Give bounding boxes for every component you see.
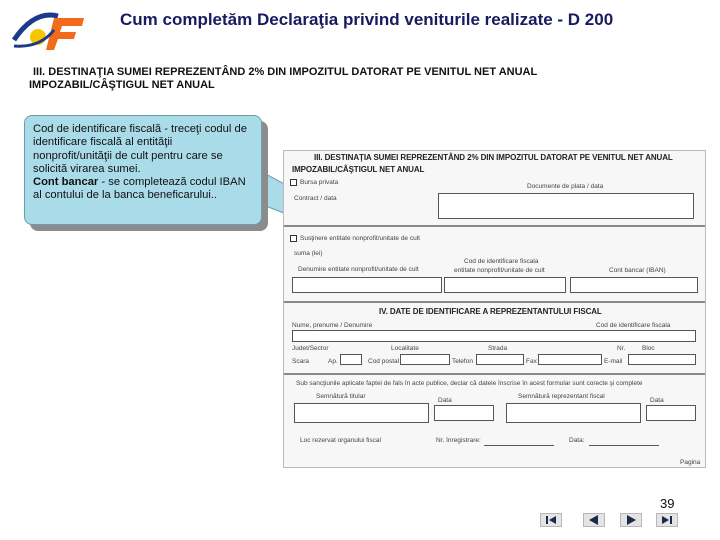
judet-label: Judet/Sector xyxy=(292,345,329,352)
subtitle-line-1: III. DESTINAŢIA SUMEI REPREZENTÂND 2% DIN IMPOZITUL DATORAT PE VENITUL NET ANUAL xyxy=(33,66,538,78)
data-field-1[interactable] xyxy=(434,405,494,421)
callout-bold-label: Cont bancar xyxy=(33,176,99,189)
callout-text-2: - se completează codul IBAN al contului de la banca beneficarului.. xyxy=(33,176,246,202)
next-slide-icon xyxy=(621,514,641,526)
bursa-label: Bursa privata xyxy=(300,179,339,186)
nume-label: Nume, prenume / Denumire xyxy=(292,322,373,329)
email-label: E-mail xyxy=(604,358,623,365)
semnatura-reprezentant-field[interactable] xyxy=(506,403,641,423)
fax-label: Fax xyxy=(526,358,537,365)
form-divider xyxy=(284,301,705,303)
cod-postal-field[interactable] xyxy=(400,354,450,365)
declaratie-text: Sub sancţiunile aplicate faptei de fals în acte publice, declar că datele înscrise în acest formular sunt corecte şi complete xyxy=(296,380,643,387)
subtitle-line-2: IMPOZABIL/CÂŞTIGUL NET ANUAL xyxy=(29,79,215,91)
cod-identificare-label: Cod de identificare fiscala xyxy=(464,258,539,265)
sustinere-checkbox[interactable] xyxy=(290,235,297,242)
data-label-1: Data xyxy=(438,397,452,404)
localitate-label: Localitate xyxy=(391,345,419,352)
page-number: 39 xyxy=(660,496,675,511)
semnatura-titular-label: Semnătură titular xyxy=(316,393,366,400)
ap-field[interactable] xyxy=(340,354,362,365)
prev-slide-icon xyxy=(584,514,604,526)
callout-note xyxy=(24,115,262,225)
contract-label: Contract / data xyxy=(294,195,337,202)
loc-rezervat-label: Loc rezervat organului fiscal xyxy=(300,437,381,444)
semnatura-reprezentant-label: Semnătură reprezentant fiscal xyxy=(518,393,605,400)
sustinere-label: Susţinere entitate nonprofit/unitate de cult xyxy=(300,235,420,242)
denumire-label: Denumire entitate nonprofit/unitate de cult xyxy=(298,266,419,273)
form-section4-title: IV. DATE DE IDENTIFICARE A REPREZENTANTULUI FISCAL xyxy=(379,307,602,316)
last-slide-icon xyxy=(657,514,677,526)
cont-bancar-field[interactable] xyxy=(570,277,698,293)
ap-label: Ap. xyxy=(328,358,338,365)
cod-fiscal-field[interactable] xyxy=(444,277,566,293)
first-slide-button[interactable] xyxy=(540,513,562,527)
form-footer-mark: Pagina xyxy=(680,459,701,466)
nr-inregistrare-label: Nr. înregistrare: xyxy=(436,437,481,444)
telefon-label: Telefon xyxy=(452,358,473,365)
form-section3-title2: IMPOZABIL/CÂŞTIGUL NET ANUAL xyxy=(292,165,425,174)
nume-field[interactable] xyxy=(292,330,696,342)
data-label-2: Data xyxy=(650,397,664,404)
page-title: Cum completăm Declaraţia privind veniturile realizate - D 200 xyxy=(120,10,614,29)
form-section3-title: III. DESTINAŢIA SUMEI REPREZENTÂND 2% DIN IMPOZITUL DATORAT PE VENITUL NET ANUAL xyxy=(314,153,673,162)
bursa-checkbox[interactable] xyxy=(290,179,297,186)
callout-text-1: Cod de identificare fiscală - treceţi codul de identificare fiscală al entităţii nonprofit/unităţii de cult pentru care se solicită virarea sumei. xyxy=(33,123,247,175)
first-slide-icon xyxy=(541,514,561,526)
fax-field[interactable] xyxy=(538,354,602,365)
strada-label: Strada xyxy=(488,345,508,352)
scara-label: Scara xyxy=(292,358,309,365)
data-field-2[interactable] xyxy=(646,405,696,421)
cont-bancar-label: Cont bancar (IBAN) xyxy=(609,267,666,274)
cod-postal-label: Cod postal xyxy=(368,358,400,365)
bloc-label: Bloc xyxy=(642,345,655,352)
form-divider xyxy=(284,225,705,227)
form-divider xyxy=(284,373,705,375)
data2-label: Data: xyxy=(569,437,585,444)
documente-label: Documente de plata / data xyxy=(527,183,604,190)
telefon-field[interactable] xyxy=(476,354,524,365)
nr-inregistrare-line xyxy=(484,445,554,446)
nr-label: Nr. xyxy=(617,345,626,352)
last-slide-button[interactable] xyxy=(656,513,678,527)
next-slide-button[interactable] xyxy=(620,513,642,527)
data2-line xyxy=(589,445,659,446)
email-field[interactable] xyxy=(628,354,696,365)
entitate-label: entitate nonprofit/unitate de cult xyxy=(454,267,545,274)
form-scan xyxy=(283,150,706,468)
denumire-field[interactable] xyxy=(292,277,442,293)
suma-label: suma (lei) xyxy=(294,250,323,257)
prev-slide-button[interactable] xyxy=(583,513,605,527)
cod-fiscal-label: Cod de identificare fiscala xyxy=(596,322,671,329)
semnatura-titular-field[interactable] xyxy=(294,403,429,423)
documente-field[interactable] xyxy=(438,193,694,219)
